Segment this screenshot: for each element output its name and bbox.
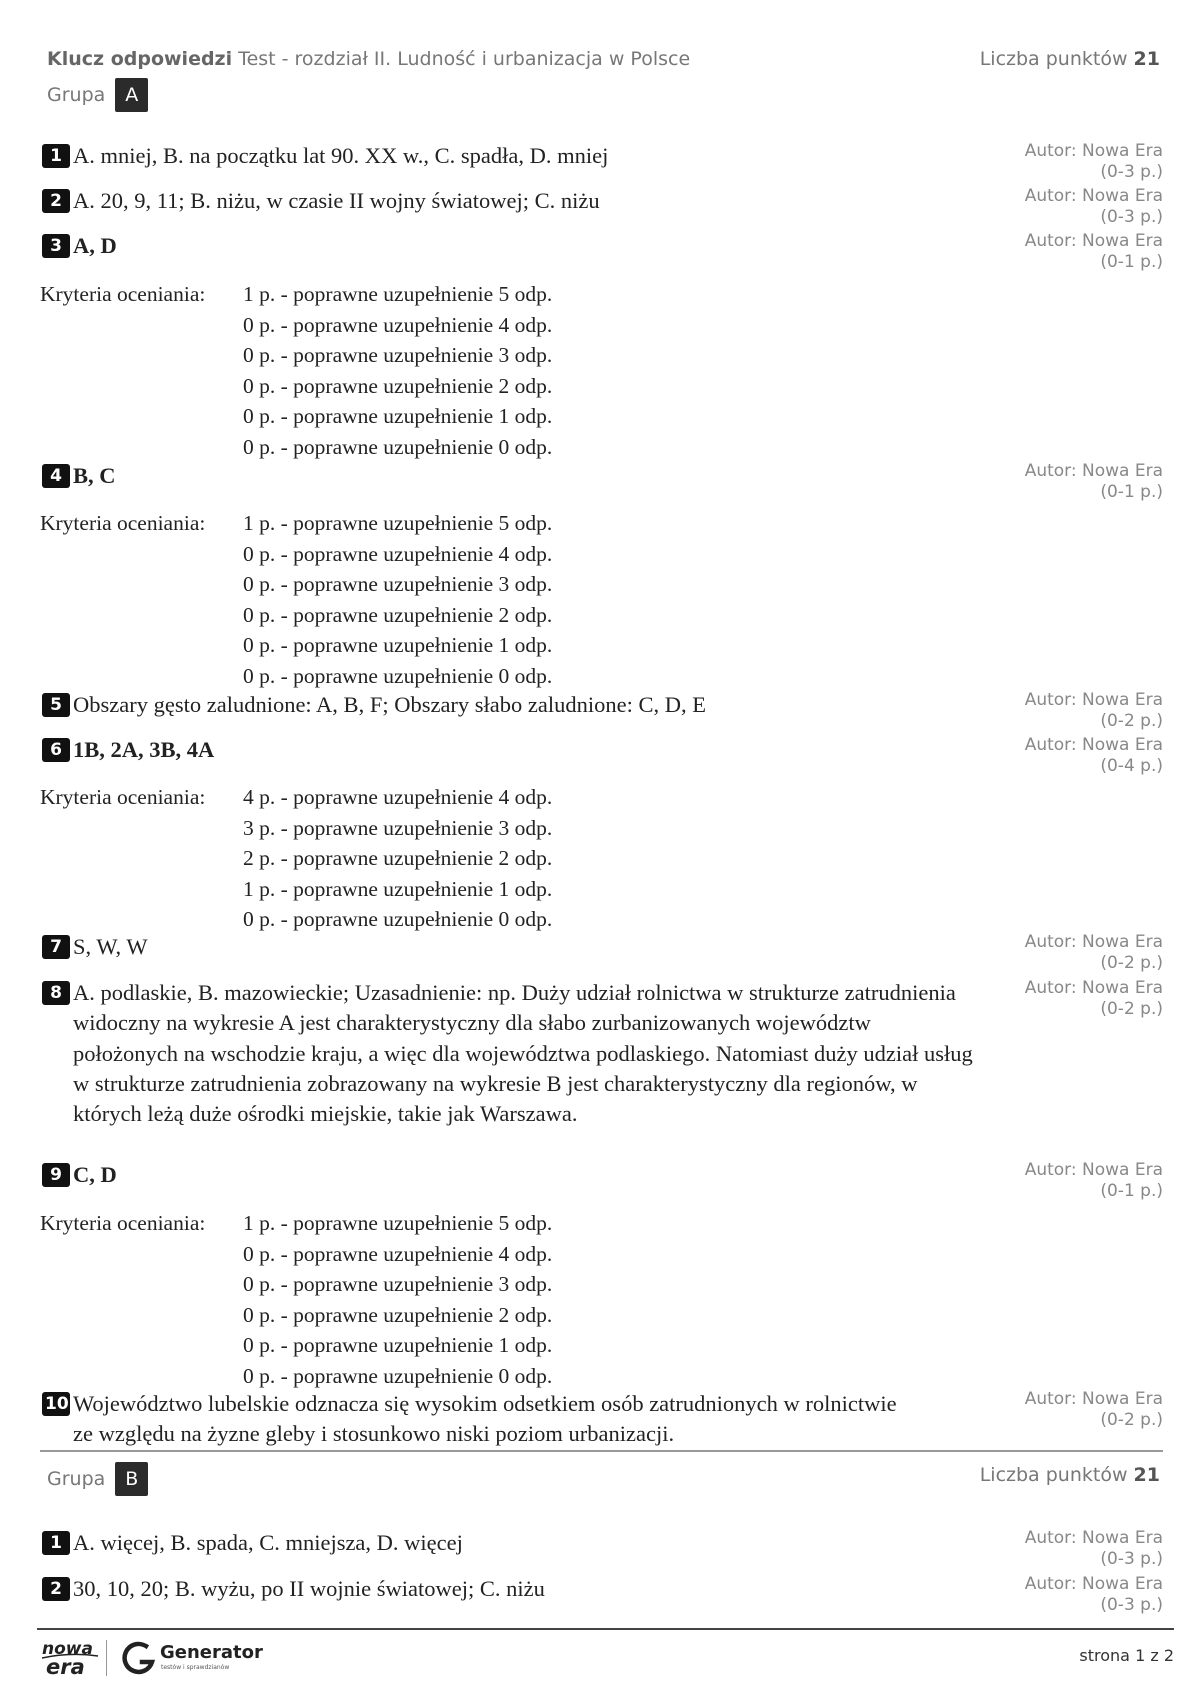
criteria-row: 0 p. - poprawne uzupełnienie 0 odp. (243, 1363, 553, 1388)
question-number: 1 (42, 1531, 70, 1555)
criteria-row: 1 p. - poprawne uzupełnienie 1 odp. (243, 876, 553, 901)
criteria-label: Kryteria oceniania: (40, 282, 206, 306)
criteria-row: 0 p. - poprawne uzupełnienie 1 odp. (243, 633, 553, 658)
criteria-label: Kryteria oceniania: (40, 785, 206, 809)
criteria-row: 0 p. - poprawne uzupełnienie 0 odp. (243, 907, 553, 932)
question-a-5 (42, 690, 706, 720)
answer-text: B, C (73, 463, 116, 488)
author-points: Autor: Nowa Era (0-1 p.) (1024, 461, 1163, 502)
criteria-row: 0 p. - poprawne uzupełnienie 1 odp. (243, 1333, 553, 1358)
logo-nowa-text: nowa (42, 1639, 93, 1659)
generator-logo (122, 1636, 272, 1685)
author-points: Autor: Nowa Era (0-1 p.) (1024, 231, 1163, 272)
group-a-heading: Grupa A (47, 78, 148, 112)
author-points: Autor: Nowa Era (0-2 p.) (1024, 978, 1163, 1019)
question-a-6 (42, 735, 214, 765)
answer-text: Województwo lubelskie odznacza się wysokim odsetkiem osób zatrudnionych w rolnictwie ze względu na żyzne gleby i stosunkowo niski poziom urbanizacji. (73, 1391, 897, 1446)
answer-text: A. więcej, B. spada, C. mniejsza, D. więcej (73, 1530, 463, 1555)
author-points: Autor: Nowa Era (0-2 p.) (1024, 932, 1163, 973)
author-points: Autor: Nowa Era (0-3 p.) (1024, 141, 1163, 182)
criteria-row: 0 p. - poprawne uzupełnienie 2 odp. (243, 1302, 553, 1327)
author-points: Autor: Nowa Era (0-4 p.) (1024, 735, 1163, 776)
question-a-1 (42, 141, 608, 171)
question-number: 9 (42, 1163, 70, 1187)
answer-text: 30, 10, 20; B. wyżu, po II wojnie światowej; C. niżu (73, 1576, 545, 1601)
answer-text: A. podlaskie, B. mazowieckie; Uzasadnienie: np. Duży udział rolnictwa w strukturze zatrudnienia widoczny na wykresie A jest charakterystyczny dla słabo zurbanizowanych województw położonych na wschodzie kraju, a więc dla województwa podlaskiego. Natomiast duży udział usług w strukturze zatrudnienia zobrazowany na wykresie B jest charakterystyczny dla regionów, w których leżą duże ośrodki miejskie, takie jak Warszawa. (73, 980, 973, 1127)
question-number: 6 (42, 738, 70, 762)
answer-text: C, D (73, 1162, 117, 1187)
answer-text: S, W, W (73, 934, 148, 959)
criteria-row: 1 p. - poprawne uzupełnienie 5 odp. (243, 1211, 553, 1235)
criteria-row: 0 p. - poprawne uzupełnienie 0 odp. (243, 434, 553, 459)
page-number: strona 1 z 2 (1079, 1646, 1174, 1665)
group-separator (40, 1450, 1163, 1452)
criteria-row: 0 p. - poprawne uzupełnienie 0 odp. (243, 663, 553, 688)
question-number: 2 (42, 189, 70, 213)
author-points: Autor: Nowa Era (0-1 p.) (1024, 1160, 1163, 1201)
criteria-row: 1 p. - poprawne uzupełnienie 5 odp. (243, 511, 553, 535)
criteria-row: 0 p. - poprawne uzupełnienie 3 odp. (243, 1272, 553, 1297)
criteria-label: Kryteria oceniania: (40, 511, 206, 535)
criteria-row: 0 p. - poprawne uzupełnienie 3 odp. (243, 572, 553, 597)
question-number: 4 (42, 464, 70, 488)
total-points-b: Liczba punktów 21 (979, 1464, 1160, 1486)
logo-generator-text: Generator (160, 1642, 263, 1663)
answer-text: 1B, 2A, 3B, 4A (73, 737, 215, 762)
question-b-2 (42, 1574, 545, 1604)
answer-text: Obszary gęsto zaludnione: A, B, F; Obszary słabo zaludnione: C, D, E (73, 692, 707, 717)
answer-text: A, D (73, 233, 117, 258)
question-a-10 (42, 1389, 912, 1449)
criteria-row: 4 p. - poprawne uzupełnienie 4 odp. (243, 785, 553, 809)
criteria-row: 2 p. - poprawne uzupełnienie 2 odp. (243, 846, 553, 871)
question-a-2 (42, 186, 600, 216)
total-points-a: Liczba punktów 21 (979, 48, 1160, 70)
criteria-row: 0 p. - poprawne uzupełnienie 2 odp. (243, 373, 553, 398)
title-rest: Test - rozdział II. Ludność i urbanizacja w Polsce (238, 48, 691, 70)
question-number: 5 (42, 693, 70, 717)
question-a-4 (42, 461, 116, 491)
criteria-row: 0 p. - poprawne uzupełnienie 4 odp. (243, 312, 553, 337)
criteria-row: 3 p. - poprawne uzupełnienie 3 odp. (243, 815, 553, 840)
answer-text: A. mniej, B. na początku lat 90. XX w., C. spadła, D. mniej (73, 143, 609, 168)
author-points: Autor: Nowa Era (0-3 p.) (1024, 1528, 1163, 1569)
document-title (47, 48, 690, 70)
criteria-label: Kryteria oceniania: (40, 1211, 206, 1235)
criteria-row: 1 p. - poprawne uzupełnienie 5 odp. (243, 282, 553, 306)
group-a-badge: A (115, 78, 148, 112)
nowa-era-logo (40, 1636, 100, 1685)
question-a-3 (42, 231, 117, 261)
author-points: Autor: Nowa Era (0-3 p.) (1024, 1574, 1163, 1615)
footer-rule (37, 1628, 1174, 1630)
question-b-1 (42, 1528, 463, 1558)
group-b-badge: B (115, 1462, 148, 1496)
logo-generator-sub: testów i sprawdzianów (161, 1664, 230, 1671)
question-a-8 (42, 978, 977, 1129)
question-number: 1 (42, 144, 70, 168)
question-number: 10 (42, 1392, 70, 1416)
criteria-row: 0 p. - poprawne uzupełnienie 1 odp. (243, 404, 553, 429)
author-points: Autor: Nowa Era (0-3 p.) (1024, 186, 1163, 227)
author-points: Autor: Nowa Era (0-2 p.) (1024, 690, 1163, 731)
question-a-7 (42, 932, 148, 962)
question-a-9 (42, 1160, 117, 1190)
group-b-heading: Grupa B (47, 1462, 148, 1496)
question-number: 8 (42, 981, 70, 1005)
footer-divider (106, 1640, 107, 1676)
criteria-row: 0 p. - poprawne uzupełnienie 2 odp. (243, 602, 553, 627)
criteria-row: 0 p. - poprawne uzupełnienie 3 odp. (243, 343, 553, 368)
question-number: 2 (42, 1577, 70, 1601)
answer-text: A. 20, 9, 11; B. niżu, w czasie II wojny światowej; C. niżu (73, 188, 600, 213)
logo-era-text: era (46, 1655, 85, 1679)
title-bold: Klucz odpowiedzi (47, 48, 233, 70)
criteria-row: 0 p. - poprawne uzupełnienie 4 odp. (243, 541, 553, 566)
question-number: 7 (42, 935, 70, 959)
criteria-row: 0 p. - poprawne uzupełnienie 4 odp. (243, 1241, 553, 1266)
author-points: Autor: Nowa Era (0-2 p.) (1024, 1389, 1163, 1430)
question-number: 3 (42, 234, 70, 258)
